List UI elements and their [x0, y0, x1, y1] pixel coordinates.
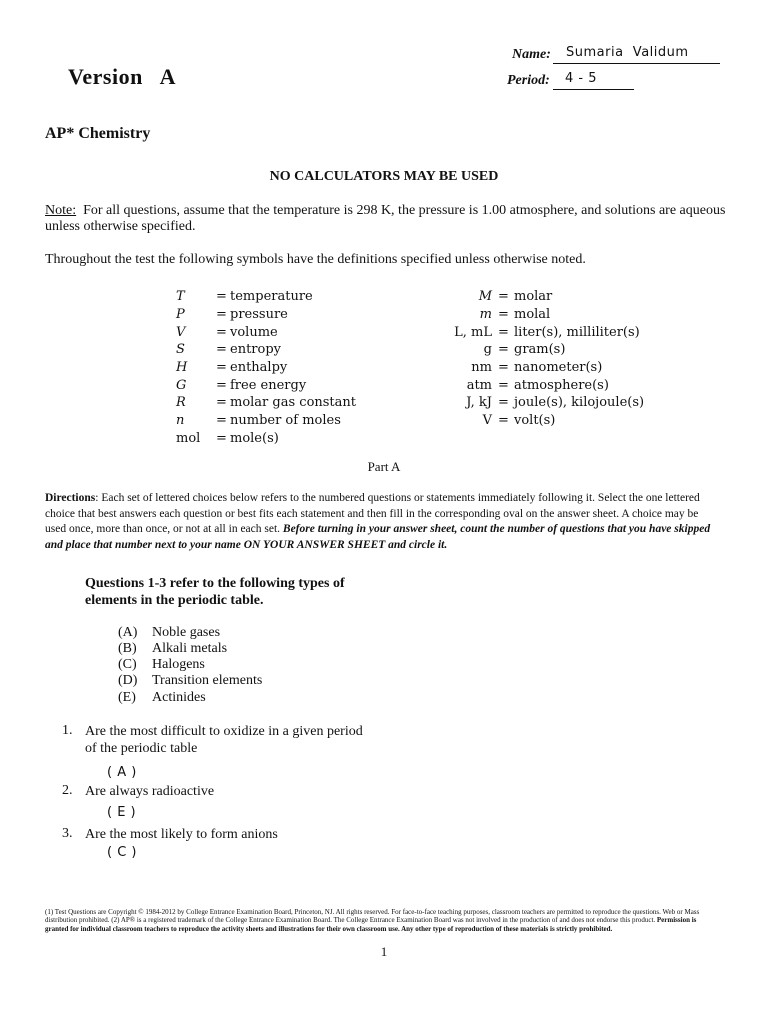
directions-bold-text: Before turning in your answer sheet, count the number of questions that you have skipped and place that number next to your name ON YOUR ANSWER SHEET and circle it.: [45, 523, 711, 551]
symbol-row: [176, 306, 644, 324]
part-heading: Part A: [367, 459, 401, 474]
symbol: P: [176, 307, 185, 323]
equals-sign: =: [498, 413, 509, 429]
copyright-footer: [45, 908, 720, 933]
symbol-definition: number of moles: [230, 413, 341, 429]
symbol: n: [176, 413, 185, 429]
equals-sign: =: [498, 289, 509, 305]
symbol: G: [176, 377, 187, 393]
symbol: S: [176, 342, 185, 358]
unit-symbol: g: [483, 342, 492, 358]
equals-sign: =: [498, 360, 509, 376]
symbol-definition: pressure: [230, 307, 288, 323]
unit-symbol: V: [482, 413, 492, 429]
symbols-intro: Throughout the test the following symbols have the definitions specified unless otherwise noted.: [45, 252, 586, 267]
unit-definition: molar: [514, 289, 553, 305]
choice-letter: (E): [118, 690, 136, 705]
symbol-row: [176, 412, 644, 430]
equals-sign: =: [216, 413, 227, 429]
symbol-row: [176, 288, 644, 306]
symbol-row: [176, 323, 644, 341]
symbol-definition: free energy: [230, 377, 307, 393]
symbol: V: [176, 324, 186, 340]
choice-e: [118, 690, 206, 706]
equals-sign: [498, 430, 514, 448]
unit-symbol: J, kJ: [466, 395, 492, 411]
symbol-row: [176, 341, 644, 359]
equals-sign: =: [498, 324, 509, 340]
unit-definition: [514, 430, 644, 448]
note-label: Note:: [45, 203, 77, 218]
choice-text: Halogens: [152, 657, 205, 672]
choice-letter: (C): [118, 657, 137, 672]
choice-text: Noble gases: [152, 625, 221, 640]
symbol: mol: [176, 430, 201, 446]
footer-bold-text: Permission is granted for individual classroom teachers to reproduce the activity sheets and illustrations for their own classroom use. Any other type of reproduction of these materials is strictly prohibited.: [45, 916, 697, 933]
symbol-row: [176, 394, 644, 412]
symbol: T: [176, 289, 185, 305]
unit-definition: volt(s): [514, 413, 556, 429]
symbol-definition: temperature: [230, 289, 313, 305]
equals-sign: =: [216, 377, 227, 393]
choice-text: Actinides: [152, 690, 206, 705]
equals-sign: =: [216, 324, 227, 340]
period-label: Period:: [507, 73, 550, 88]
equals-sign: =: [498, 342, 509, 358]
symbol-row: [176, 430, 644, 448]
note-paragraph: [45, 203, 745, 235]
choice-text: Alkali metals: [152, 641, 228, 656]
note-text: For all questions, assume that the temperature is 298 K, the pressure is 1.00 atmosphere, and solutions are aqueous unless otherwise specified.: [45, 203, 729, 234]
symbol-row: [176, 376, 644, 394]
unit-symbol: [362, 430, 498, 448]
question-text: Are always radioactive: [85, 784, 215, 799]
page-number: 1: [380, 944, 388, 959]
name-label: Name:: [512, 47, 551, 62]
question-number: 2.: [62, 783, 73, 798]
course-title: AP* Chemistry: [45, 125, 151, 142]
choice-text: Transition elements: [152, 673, 263, 688]
handwritten-answer: ( E ): [107, 805, 137, 820]
equals-sign: =: [216, 360, 227, 376]
unit-symbol: nm: [471, 360, 492, 376]
name-field-value: Sumaria Validum: [566, 45, 689, 60]
unit-definition: nanometer(s): [514, 360, 603, 376]
choice-a: [118, 625, 220, 641]
no-calculators-heading: NO CALCULATORS MAY BE USED: [269, 169, 499, 184]
version-title: Version A: [68, 64, 176, 89]
unit-definition: gram(s): [514, 342, 566, 358]
symbol: H: [176, 360, 188, 376]
symbol-definition: volume: [230, 324, 278, 340]
unit-symbol: atm: [466, 377, 492, 393]
unit-symbol: L, mL: [454, 324, 492, 340]
symbol-definition: mole(s): [230, 430, 279, 446]
unit-symbol: m: [479, 307, 492, 323]
choice-d: [118, 673, 262, 689]
handwritten-answer: ( C ): [107, 845, 137, 860]
unit-definition: atmosphere(s): [514, 377, 609, 393]
question-number: 1.: [62, 723, 73, 738]
unit-definition: molal: [514, 307, 551, 323]
directions-text: : Each set of lettered choices below refers to the numbered questions or statements immediately following it. Select the one lettered choice that best answers each question or best fits each statement and then fill in the corresponding oval on the answer sheet. A choice may be used once, more than once, or not at all in each set.: [45, 492, 700, 535]
symbol-definition: molar gas constant: [230, 395, 357, 411]
symbols-table: [176, 288, 644, 447]
footer-text: (1) Test Questions are Copyright © 1984-2012 by College Entrance Examination Board, Princeton, NJ. All rights reserved. For face-to-face teaching purposes, classroom teachers are permitted to reproduce the questions. Web or Mass distribution prohibited. (2) AP® is a registered trademark of the College Entrance Examination Board. The College Entrance Examination Board was not involved in the production of and does not endorse this product.: [45, 908, 700, 925]
choice-b: [118, 641, 227, 657]
question-text: Are the most likely to form anions: [85, 827, 278, 842]
unit-definition: joule(s), kilojoule(s): [514, 395, 645, 411]
choice-letter: (D): [118, 673, 138, 688]
equals-sign: =: [216, 430, 227, 446]
symbol: R: [176, 395, 186, 411]
unit-symbol: M: [478, 289, 492, 305]
period-field-value: 4 - 5: [565, 71, 597, 86]
equals-sign: =: [216, 289, 227, 305]
equals-sign: =: [216, 395, 227, 411]
question-number: 3.: [62, 826, 73, 841]
directions-paragraph: [45, 491, 715, 553]
choice-c: [118, 657, 205, 673]
choice-letter: (B): [118, 641, 137, 656]
question-text: Are the most difficult to oxidize in a given period of the periodic table: [85, 724, 363, 756]
equals-sign: =: [498, 377, 509, 393]
directions-label: Directions: [45, 492, 96, 504]
unit-definition: liter(s), milliliter(s): [514, 324, 640, 340]
equals-sign: =: [216, 307, 227, 323]
equals-sign: =: [498, 395, 509, 411]
symbol-definition: entropy: [230, 342, 281, 358]
equals-sign: =: [216, 342, 227, 358]
equals-sign: =: [498, 307, 509, 323]
symbol-row: [176, 359, 644, 377]
symbol-definition: enthalpy: [230, 360, 288, 376]
question-set-intro: Questions 1-3 refer to the following types of elements in the periodic table.: [85, 576, 345, 608]
handwritten-answer: ( A ): [107, 765, 137, 780]
choice-letter: (A): [118, 625, 138, 640]
